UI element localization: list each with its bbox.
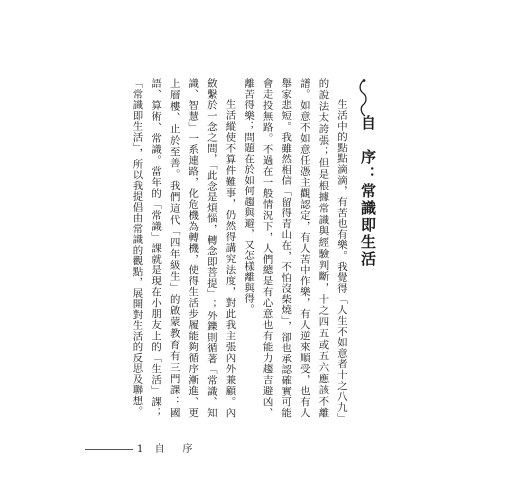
paragraph: 生活中的點點滴滴，有苦也有樂。我覺得「人生不如意者十之八九」的說法太誇張；但是根據常識與經驗判斷，十之四五或五六應該不離譜。如意不如意任憑主觀認定，有人苦中作樂，有人逆來順受，也有人舉家悲短。我雖然相信「留得青山在，不怕沒柴燒」，卻也承認確實可能會走投無路。不過在一般情況下，人們總是有心意也有能力趨吉避凶、離苦得樂；問題在於如何趨與避，又怎樣離與得。 (242, 78, 347, 418)
swirl-ornament-icon (358, 78, 368, 118)
page-footer (85, 438, 215, 454)
paragraph: 生活縱使不算件難事，仍然得講究法度，對此我主張內外兼顧。內斂繫於一念之間，「此念是煩惱，轉念即菩提」；外鑠則循著「常識、知識、智慧」一系連路，化危機為轉機，使得生活步履能夠循序漸進、更上層樓、止於至善。我們這代「四年級生」的啟蒙教育有三門課：國語、算術、常識。當年的「常識」課就是現在小朋友上的「生活」課；「常識即生活」，所以我提倡由常識的觀點，展開對生活的反思及聯想。 (130, 78, 236, 418)
running-head: 自 序 (154, 444, 197, 455)
footer-rule (85, 449, 133, 450)
body-text (127, 78, 350, 418)
page-number: 1 (137, 444, 148, 455)
chapter-title: 自 序：常識即生活 (359, 115, 377, 268)
